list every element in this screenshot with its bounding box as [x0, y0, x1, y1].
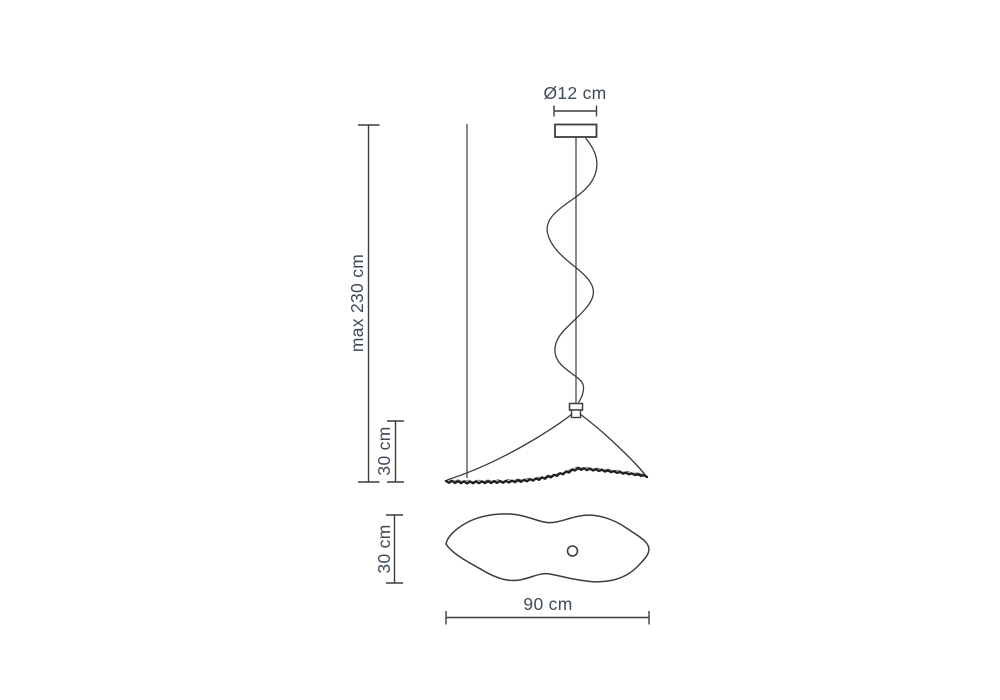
label-plan-depth: 30 cm — [374, 524, 394, 574]
dimension-labels-group — [347, 83, 607, 614]
lamp-socket — [570, 404, 583, 418]
plan-shade-outline — [446, 514, 649, 582]
socket-body — [572, 410, 581, 418]
dimension-canopy-diameter — [554, 106, 597, 117]
linework-group — [358, 106, 649, 625]
plan-cord-hole — [568, 546, 578, 556]
socket-collar — [570, 404, 583, 411]
label-canopy-diameter: Ø12 cm — [543, 83, 607, 103]
label-shade-width: 90 cm — [523, 594, 573, 614]
spiral-power-cord — [547, 138, 597, 403]
label-shade-height: 30 cm — [374, 426, 394, 476]
ceiling-canopy — [555, 125, 597, 138]
label-max-height: max 230 cm — [347, 253, 367, 353]
